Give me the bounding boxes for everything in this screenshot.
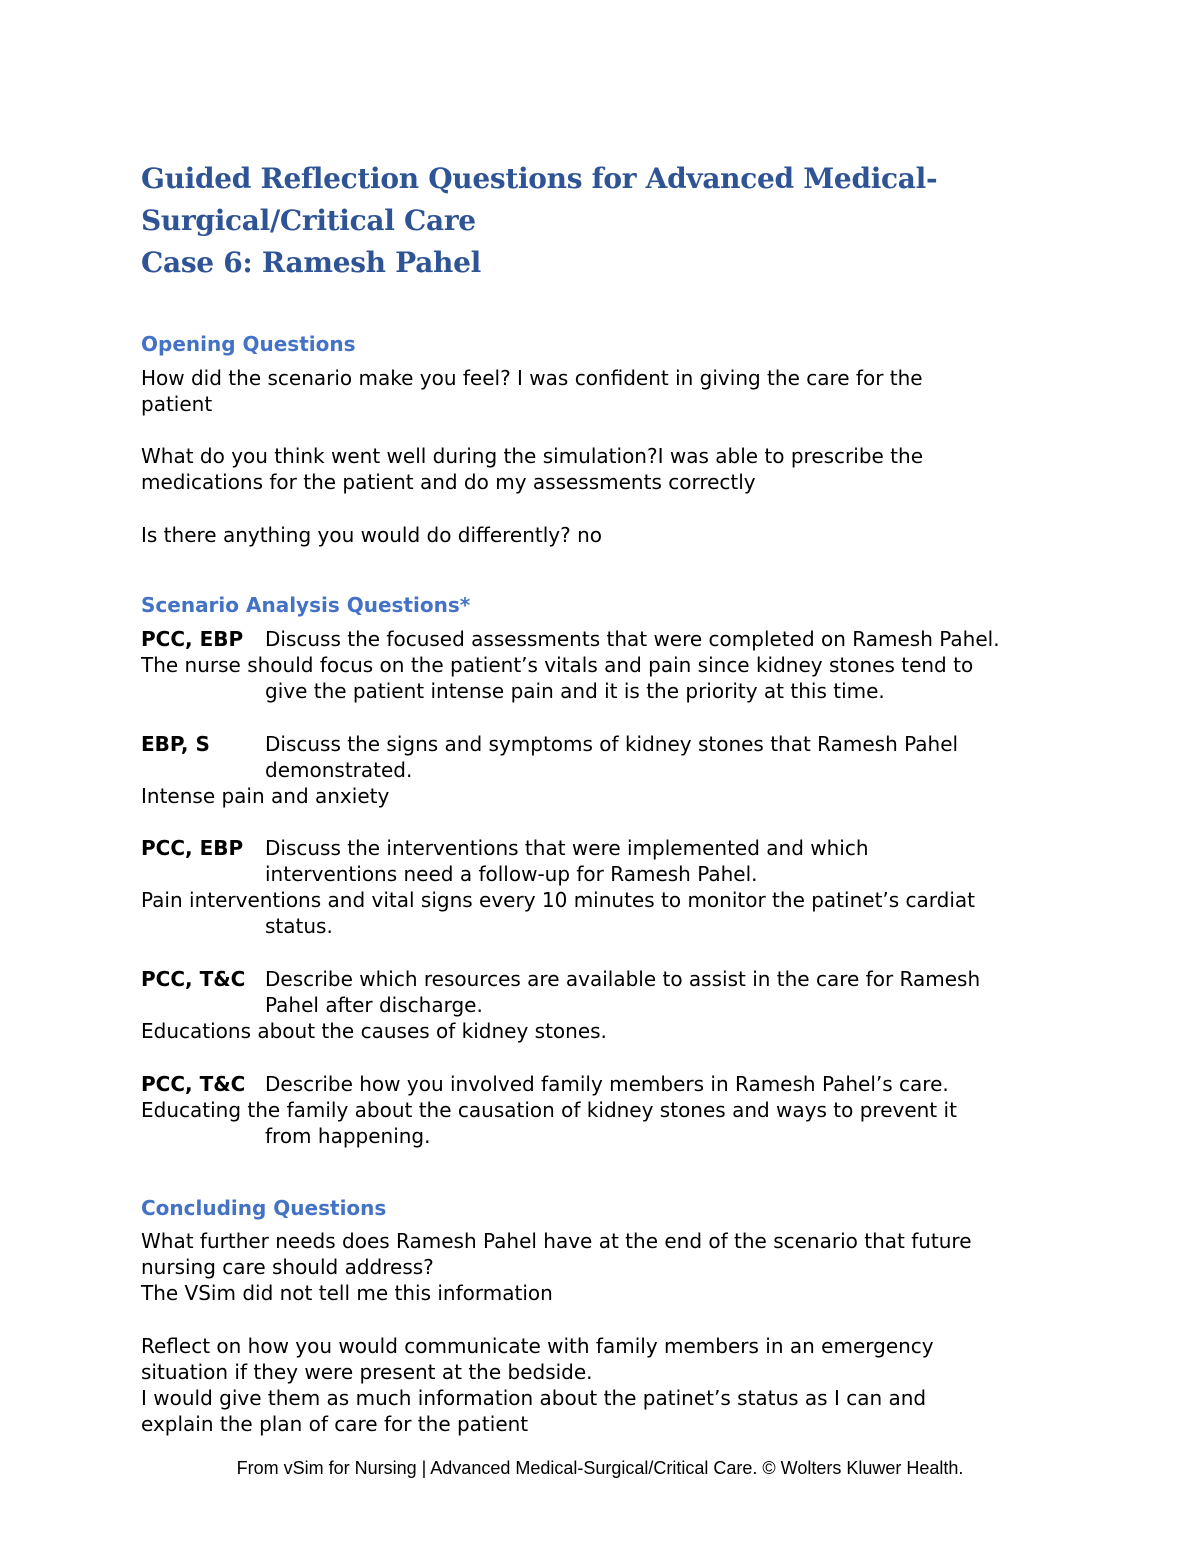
analysis-answer-3: Pain interventions and vital signs every 10 minutes to monitor the patinet’s cardiat status.: [141, 888, 976, 938]
concluding-question-2: Reflect on how you would communicate with family members in an emergency situation if they were present at the bedside. I would give them as much information about the patinet’s status as I can and explain the plan of care for the patient: [141, 1333, 1101, 1437]
analysis-answer-1: The nurse should focus on the patient’s vitals and pain since kidney stones tend to give the patient intense pain and it is the priority at this time.: [141, 653, 974, 703]
title-line-2: Surgical/Critical Care: [141, 204, 476, 237]
analysis-answer-5: Educating the family about the causation of kidney stones and ways to prevent it from happening.: [141, 1098, 957, 1148]
page-footer: From vSim for Nursing | Advanced Medical-Surgical/Critical Care. © Wolters Kluwer Health.: [236, 1458, 964, 1478]
analysis-question: Discuss the interventions that were implemented and which interventions need a follow-up for Ramesh Pahel.: [265, 836, 869, 886]
competency-code: PCC, EBP: [141, 836, 244, 860]
scenario-analysis-heading: Scenario Analysis Questions*: [141, 593, 471, 617]
analysis-question: Describe which resources are available to assist in the care for Ramesh Pahel after discharge.: [265, 967, 981, 1017]
analysis-answer-2: Intense pain and anxiety: [141, 784, 390, 808]
competency-code: PCC, EBP: [141, 627, 244, 651]
concluding-answer-2: I would give them as much information about the patinet’s status as I can and: [141, 1386, 927, 1410]
opening-questions-heading: Opening Questions: [141, 332, 356, 356]
competency-code: PCC, T&C: [141, 1072, 246, 1096]
competency-code: EBP, S: [141, 732, 210, 756]
title-line-3: Case 6: Ramesh Pahel: [141, 246, 481, 279]
opening-question-3: Is there anything you would do differently? no: [141, 523, 603, 547]
document-title: [141, 158, 1101, 284]
opening-question-2: What do you think went well during the simulation?I was able to prescribe the medications for the patient and do my assessments correctly: [141, 444, 924, 494]
concluding-answer-1: The VSim did not tell me this information: [141, 1281, 553, 1305]
analysis-answer-4: Educations about the causes of kidney stones.: [141, 1019, 607, 1043]
analysis-question: Discuss the signs and symptoms of kidney stones that Ramesh Pahel demonstrated.: [265, 732, 959, 782]
competency-code: PCC, T&C: [141, 967, 246, 991]
concluding-question-1: What further needs does Ramesh Pahel have at the end of the scenario that future nursing care should address? The VSim did not tell me this information: [141, 1228, 1101, 1306]
analysis-question: Discuss the focused assessments that were completed on Ramesh Pahel.: [265, 627, 1000, 651]
concluding-questions-heading: Concluding Questions: [141, 1196, 387, 1220]
opening-question-1: How did the scenario make you feel? I was confident in giving the care for the patient: [141, 366, 923, 416]
title-line-1: Guided Reflection Questions for Advanced Medical-: [141, 162, 938, 195]
analysis-question: Describe how you involved family members in Ramesh Pahel’s care.: [265, 1072, 949, 1096]
